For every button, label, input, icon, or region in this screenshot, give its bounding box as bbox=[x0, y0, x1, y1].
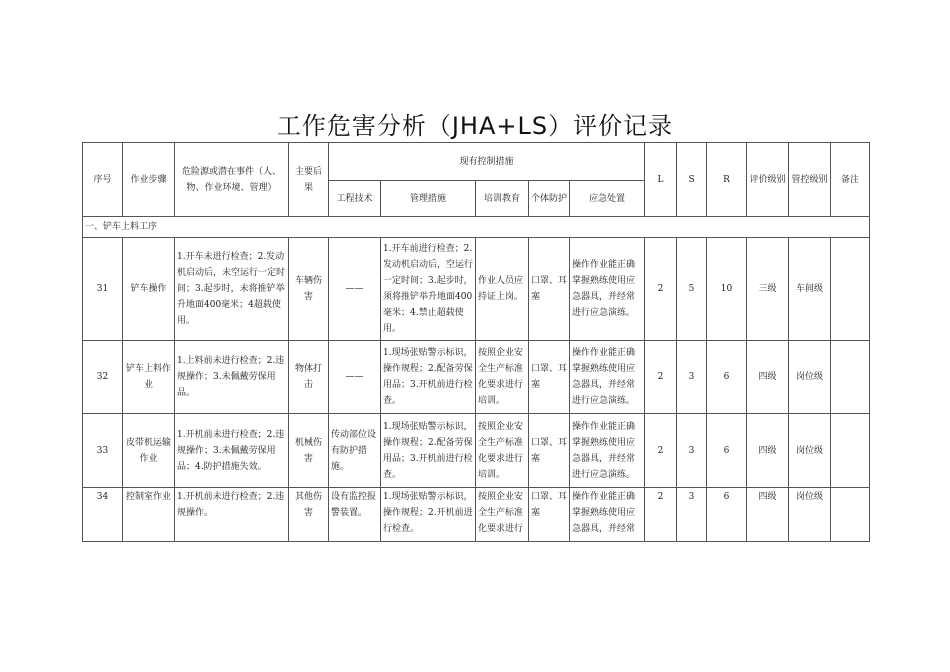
cell-step: 皮带机运输作业 bbox=[123, 414, 175, 488]
table-row bbox=[83, 488, 870, 542]
header-level: 评价级别 bbox=[747, 143, 789, 217]
header-l: L bbox=[645, 143, 677, 217]
cell-training: 按照企业安全生产标准化要求进行培训。 bbox=[476, 341, 529, 414]
cell-eng: —— bbox=[329, 341, 381, 414]
cell-seq: 31 bbox=[83, 238, 123, 341]
table-row bbox=[83, 414, 870, 488]
page-title: 工作危害分析（JHA+LS）评价记录 bbox=[276, 112, 674, 140]
header-mgmt: 管理措施 bbox=[381, 181, 476, 217]
cell-s: 5 bbox=[677, 238, 707, 341]
header-emergency: 应急处置 bbox=[570, 181, 645, 217]
header-eng: 工程技术 bbox=[329, 181, 381, 217]
cell-l: 2 bbox=[645, 341, 677, 414]
cell-hazard: 1.开车未进行检查；2.发动机启动后，未空运行一定时间；3.起步时，未将推铲举升地面400毫米；4超载使用。 bbox=[175, 238, 289, 341]
section-label: 一、铲车上料工序 bbox=[83, 217, 870, 238]
cell-mgmt: 1.开车前进行检查；2.发动机启动后，空运行一定时间；3.起步时，须将推铲举升地面400毫米；4.禁止超载使用。 bbox=[381, 238, 476, 341]
section-row bbox=[83, 217, 870, 238]
cell-step: 控制室作业 bbox=[123, 488, 175, 542]
cell-training: 按照企业安全生产标准化要求进行培训。 bbox=[476, 414, 529, 488]
cell-eng: 设有监控报警装置。 bbox=[329, 488, 381, 542]
cell-s: 3 bbox=[677, 341, 707, 414]
header-s: S bbox=[677, 143, 707, 217]
cell-level: 三级 bbox=[747, 238, 789, 341]
cell-seq: 33 bbox=[83, 414, 123, 488]
cell-r: 6 bbox=[707, 341, 747, 414]
cell-l: 2 bbox=[645, 238, 677, 341]
cell-emergency: 操作作业能正确掌握熟练使用应急器具，并经常进行应急演练。 bbox=[570, 414, 645, 488]
cell-eng: 传动部位设有防护措施。 bbox=[329, 414, 381, 488]
cell-l: 2 bbox=[645, 488, 677, 542]
cell-level: 四级 bbox=[747, 341, 789, 414]
cell-hazard: 1.上料前未进行检查；2.违规操作；3.未佩戴劳保用品。 bbox=[175, 341, 289, 414]
cell-training: 作业人员应持证上岗。 bbox=[476, 238, 529, 341]
header-r: R bbox=[707, 143, 747, 217]
cell-step: 铲车上料作业 bbox=[123, 341, 175, 414]
cell-consequence: 物体打击 bbox=[289, 341, 329, 414]
cell-remark bbox=[831, 488, 870, 542]
cell-level: 四级 bbox=[747, 488, 789, 542]
header-consequence: 主要后果 bbox=[289, 143, 329, 217]
cell-control-level: 岗位级 bbox=[789, 414, 831, 488]
cell-remark bbox=[831, 414, 870, 488]
header-hazard: 危险源或潜在事件（人、物、作业环境、管理） bbox=[175, 143, 289, 217]
cell-emergency: 操作作业能正确掌握熟练使用应急器具，并经常 bbox=[570, 488, 645, 542]
header-ppe: 个体防护 bbox=[529, 181, 570, 217]
cell-ppe: 口罩、耳塞 bbox=[529, 341, 570, 414]
cell-r: 6 bbox=[707, 414, 747, 488]
cell-mgmt: 1.现场张贴警示标识，操作规程；2.开机前进行检查。 bbox=[381, 488, 476, 542]
cell-mgmt: 1.现场张贴警示标识，操作规程；2.配备劳保用品；3.开机前进行检查。 bbox=[381, 414, 476, 488]
cell-s: 3 bbox=[677, 414, 707, 488]
cell-step: 铲车操作 bbox=[123, 238, 175, 341]
header-controls: 现有控制措施 bbox=[329, 143, 645, 181]
cell-eng: —— bbox=[329, 238, 381, 341]
table-row bbox=[83, 238, 870, 341]
cell-r: 6 bbox=[707, 488, 747, 542]
cell-control-level: 岗位级 bbox=[789, 341, 831, 414]
jha-table bbox=[82, 142, 870, 542]
header-remark: 备注 bbox=[831, 143, 870, 217]
cell-ppe: 口罩、耳塞 bbox=[529, 488, 570, 542]
table-row bbox=[83, 341, 870, 414]
cell-control-level: 车间级 bbox=[789, 238, 831, 341]
header-step: 作业步骤 bbox=[123, 143, 175, 217]
cell-hazard: 1.开机前未进行检查；2.违规操作。 bbox=[175, 488, 289, 542]
cell-ppe: 口罩、耳塞 bbox=[529, 414, 570, 488]
header-seq: 序号 bbox=[83, 143, 123, 217]
cell-control-level: 岗位级 bbox=[789, 488, 831, 542]
cell-r: 10 bbox=[707, 238, 747, 341]
cell-training: 按照企业安全生产标准化要求进行 bbox=[476, 488, 529, 542]
cell-ppe: 口罩、耳塞 bbox=[529, 238, 570, 341]
cell-seq: 32 bbox=[83, 341, 123, 414]
cell-emergency: 操作作业能正确掌握熟练使用应急器具，并经常进行应急演练。 bbox=[570, 341, 645, 414]
cell-hazard: 1.开机前未进行检查；2.违规操作；3.未佩戴劳保用品；4.防护措施失效。 bbox=[175, 414, 289, 488]
cell-s: 3 bbox=[677, 488, 707, 542]
cell-consequence: 车辆伤害 bbox=[289, 238, 329, 341]
cell-consequence: 其他伤害 bbox=[289, 488, 329, 542]
cell-seq: 34 bbox=[83, 488, 123, 542]
header-training: 培训教育 bbox=[476, 181, 529, 217]
cell-consequence: 机械伤害 bbox=[289, 414, 329, 488]
cell-l: 2 bbox=[645, 414, 677, 488]
cell-emergency: 操作作业能正确掌握熟练使用应急器具，并经常进行应急演练。 bbox=[570, 238, 645, 341]
cell-remark bbox=[831, 238, 870, 341]
header-control-level: 管控级别 bbox=[789, 143, 831, 217]
cell-mgmt: 1.现场张贴警示标识，操作规程；2.配备劳保用品；3.开机前进行检查。 bbox=[381, 341, 476, 414]
cell-remark bbox=[831, 341, 870, 414]
cell-level: 四级 bbox=[747, 414, 789, 488]
